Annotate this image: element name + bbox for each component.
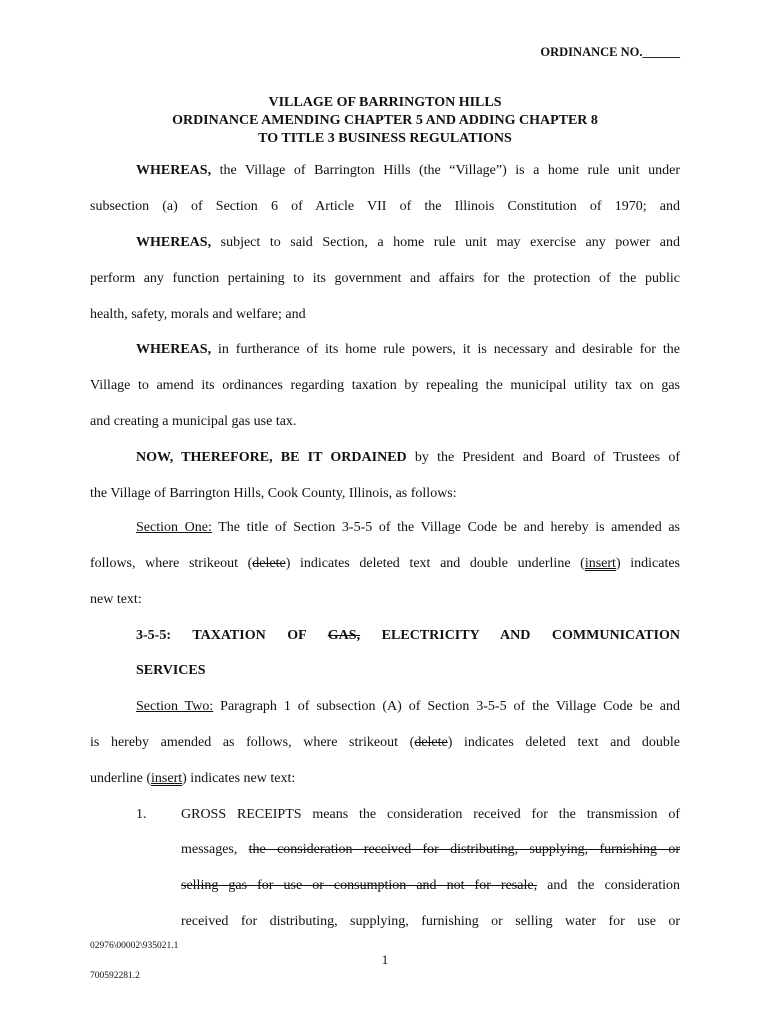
footer-doc-id-1: 02976\00002\935021.1 [90, 941, 179, 951]
item-1-struck-text: the consideration received for distributing, supplying, furnishing or [248, 842, 680, 857]
double-underline-sample: insert [151, 771, 183, 786]
section-one-label: Section One: [136, 520, 212, 535]
footer-doc-id-2: 700592281.2 [90, 971, 140, 981]
ordinance-number: ORDINANCE NO.______ [540, 45, 680, 59]
page-number: 1 [381, 952, 389, 967]
section-two-text-b: ) indicates deleted text and double [447, 735, 681, 750]
double-underline-sample: insert [584, 556, 616, 571]
list-item-number: 1. [136, 807, 147, 822]
whereas-2-text: subject to said Section, a home rule unit may exercise any power and [211, 235, 680, 250]
whereas-1-text: the Village of Barrington Hills (the “Village”) is a home rule unit under [211, 163, 680, 178]
section-one-text-c: ) indicates [615, 556, 680, 571]
strikeout-sample: delete [414, 735, 448, 750]
item-1-text-b: and the consideration [537, 878, 680, 893]
whereas-label: WHEREAS, [136, 342, 212, 357]
section-one-line-2 [90, 555, 680, 573]
section-heading-355-line-2: SERVICES [136, 663, 206, 678]
section-two-line-1 [136, 698, 680, 716]
section-heading-355 [136, 627, 680, 645]
whereas-3-line-2: Village to amend its ordinances regarding taxation by repealing the municipal utility tax on gas [90, 378, 680, 393]
section-two-text-d: ) indicates new text: [182, 771, 296, 786]
item-1-line-4: received for distributing, supplying, furnishing or selling water for use or [181, 914, 680, 929]
whereas-label: WHEREAS, [136, 163, 212, 178]
item-1-line-3 [181, 877, 680, 895]
whereas-3-line-3: and creating a municipal gas use tax. [90, 414, 297, 429]
whereas-2-line-1 [136, 234, 680, 252]
whereas-1-line-1 [136, 162, 680, 180]
whereas-1-line-2: subsection (a) of Section 6 of Article VII of the Illinois Constitution of 1970; and [90, 199, 680, 214]
section-two-line-3 [90, 770, 680, 788]
section-one-text-a: follows, where strikeout ( [90, 556, 253, 571]
item-1-text-a: messages, [181, 842, 249, 857]
ordained-label: NOW, THEREFORE, BE IT ORDAINED [136, 450, 407, 465]
title-line-2: ORDINANCE AMENDING CHAPTER 5 AND ADDING CHAPTER 8 [172, 113, 598, 128]
heading-struck-text: GAS, [327, 628, 361, 643]
section-one-line-1 [136, 519, 680, 537]
section-two-line-2 [90, 734, 680, 752]
whereas-3-text: in furtherance of its home rule powers, it is necessary and desirable for the [211, 342, 680, 357]
item-1-line-1: GROSS RECEIPTS means the consideration received for the transmission of [181, 807, 680, 822]
whereas-2-line-3: health, safety, morals and welfare; and [90, 307, 306, 322]
item-1-line-2 [181, 841, 680, 859]
section-one-text: The title of Section 3-5-5 of the Village Code be and hereby is amended as [211, 520, 680, 535]
section-two-label: Section Two: [136, 699, 214, 714]
heading-text-b: ELECTRICITY AND COMMUNICATION [360, 628, 680, 643]
ordained-line-1 [136, 449, 680, 467]
whereas-label: WHEREAS, [136, 235, 212, 250]
section-two-text: Paragraph 1 of subsection (A) of Section 3-5-5 of the Village Code be and [213, 699, 680, 714]
whereas-2-line-2: perform any function pertaining to its government and affairs for the protection of the public [90, 271, 680, 286]
section-one-line-3: new text: [90, 592, 142, 607]
ordained-text: by the President and Board of Trustees of [406, 450, 680, 465]
heading-text-a: 3-5-5: TAXATION OF [136, 628, 328, 643]
section-two-text-a: is hereby amended as follows, where strikeout ( [90, 735, 415, 750]
item-1-struck-text-2: selling gas for use or consumption and not for resale, [181, 878, 538, 893]
document-title [0, 94, 770, 148]
ordained-line-2: the Village of Barrington Hills, Cook County, Illinois, as follows: [90, 486, 457, 501]
section-one-text-b: ) indicates deleted text and double underline ( [285, 556, 585, 571]
title-line-1: VILLAGE OF BARRINGTON HILLS [268, 95, 502, 110]
section-two-text-c: underline ( [90, 771, 152, 786]
strikeout-sample: delete [252, 556, 286, 571]
title-line-3: TO TITLE 3 BUSINESS REGULATIONS [258, 131, 512, 146]
whereas-3-line-1 [136, 341, 680, 359]
